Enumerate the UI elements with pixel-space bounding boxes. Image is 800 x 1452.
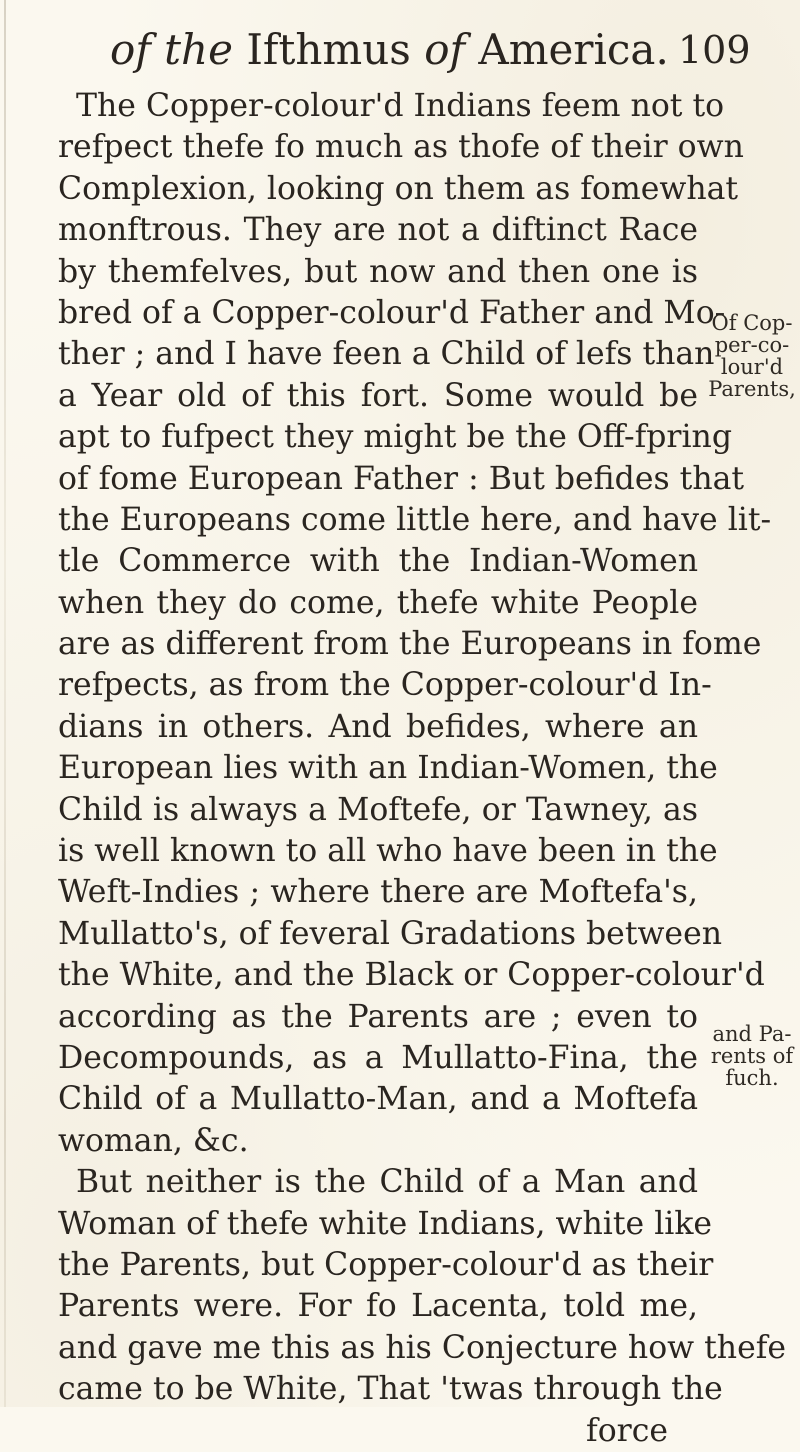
marginal-note-line: lour'd	[720, 355, 784, 379]
text-line: by themfelves, but now and then one is	[58, 253, 698, 290]
text-line: the Parents, but Copper-colour'd as their	[58, 1246, 714, 1283]
running-head-part-1: of the	[110, 25, 233, 74]
text-line: The Copper-colour'd Indians feem not to	[76, 88, 725, 124]
text-line: Weft-Indies ; where there are Moftefa's,	[58, 874, 698, 911]
text-line: But neither is the Child of a Man and	[76, 1164, 698, 1201]
catchword: force	[586, 1412, 668, 1449]
text-line: apt to fufpect they might be the Off-fpring	[58, 419, 732, 456]
marginal-note-line: Parents,	[708, 377, 796, 401]
binding-shadow	[4, 0, 6, 1407]
text-line: refpect thefe fo much as thofe of their own	[58, 129, 744, 166]
text-line: when they do come, thefe white People	[58, 584, 698, 621]
marginal-note-line: and Pa-	[712, 1022, 792, 1046]
running-head-part-3: of	[424, 25, 466, 74]
text-line: monftrous. They are not a diftinct Race	[58, 212, 698, 249]
text-line: Child of a Mullatto-Man, and a Moftefa	[58, 1081, 698, 1118]
text-line: Parents were. For fo Lacenta, told me,	[58, 1288, 698, 1325]
text-line: the White, and the Black or Copper-colour'd	[58, 957, 765, 994]
text-line: Woman of thefe white Indians, white like	[58, 1205, 713, 1242]
text-line: the Europeans come little here, and have lit-	[58, 501, 772, 538]
text-line: Mullatto's, of feveral Gradations between	[58, 915, 723, 952]
running-head	[110, 20, 670, 80]
page-number: 109	[678, 28, 751, 72]
running-head-part-4: America.	[478, 25, 669, 74]
text-line: ther ; and I have feen a Child of lefs than	[58, 336, 715, 373]
text-line: according as the Parents are ; even to	[58, 998, 698, 1035]
running-head-part-2: Ifthmus	[246, 25, 411, 74]
text-line: a Year old of this fort. Some would be	[58, 377, 698, 414]
text-line: woman, &c.	[58, 1122, 249, 1159]
marginal-note-line: Of Cop-	[711, 311, 793, 335]
marginal-note-line: rents of	[710, 1044, 794, 1068]
text-line: Decompounds, as a Mullatto-Fina, the	[58, 1039, 698, 1076]
marginal-note-line: per-co-	[714, 333, 790, 357]
marginal-note-parents-of-such	[704, 1023, 800, 1089]
text-line: tle Commerce with the Indian-Women	[58, 543, 698, 580]
text-line: and gave me this as his Conjecture how thefe	[58, 1329, 787, 1366]
marginal-note-line: fuch.	[725, 1066, 779, 1090]
text-line: refpects, as from the Copper-colour'd In-	[58, 667, 712, 704]
text-line: Complexion, looking on them as fomewhat	[58, 170, 739, 207]
text-line: dians in others. And befides, where an	[58, 708, 698, 745]
marginal-note-copper-parents	[704, 312, 800, 400]
text-line: are as different from the Europeans in fome	[58, 626, 762, 663]
text-line: European lies with an Indian-Women, the	[58, 750, 718, 787]
text-line: came to be White, That 'twas through the	[58, 1371, 723, 1408]
text-line: of fome European Father : But befides that	[58, 460, 745, 497]
text-line: bred of a Copper-colour'd Father and Mo-	[58, 294, 726, 331]
text-line: is well known to all who have been in the	[58, 833, 718, 870]
text-line: Child is always a Moftefe, or Tawney, as	[58, 791, 698, 828]
